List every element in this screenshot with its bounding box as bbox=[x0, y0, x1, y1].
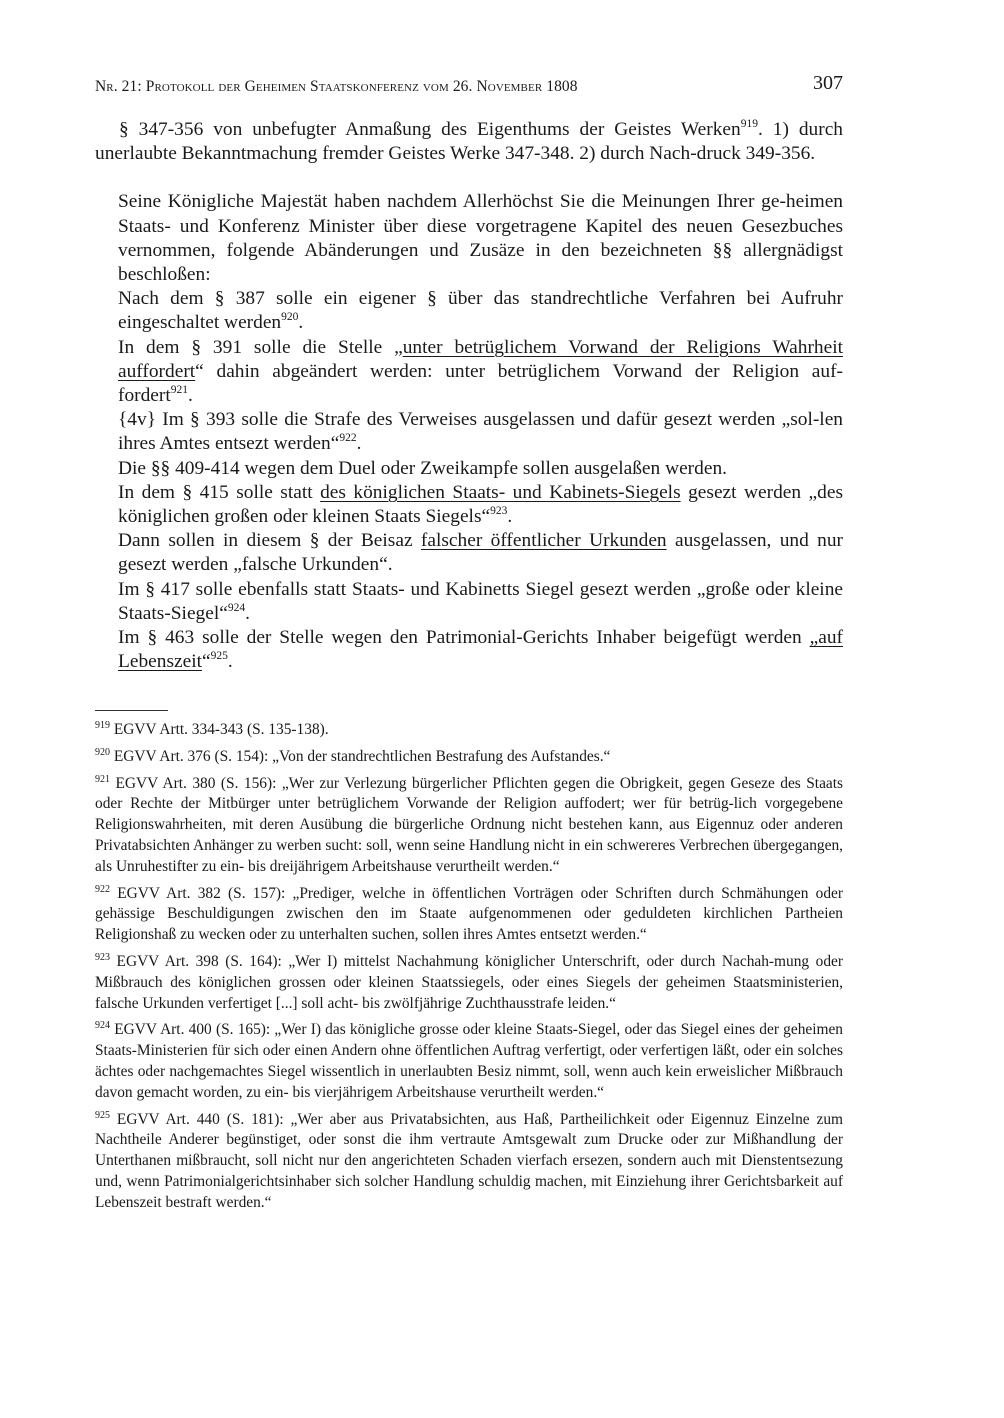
footnote-number: 922 bbox=[95, 883, 110, 895]
footnote-number: 920 bbox=[95, 746, 110, 758]
footnote-number: 924 bbox=[95, 1020, 110, 1032]
para-text: ausgelassen, und nur gesezt werden „falsche Urkunden“. bbox=[118, 530, 843, 576]
para-end: . bbox=[507, 506, 513, 528]
header-title: Nr. 21: Protokoll der Geheimen Staatskonferenz vom 26. November 1808 bbox=[95, 78, 578, 95]
para-text: gesezt werden „des königlichen großen oder kleinen Staats Siegels“ bbox=[118, 481, 844, 528]
footnote-ref[interactable]: 923 bbox=[490, 505, 508, 518]
protocol-paragraph bbox=[118, 408, 843, 456]
footnote-text: EGVV Art. 380 (S. 156): „Wer zur Verlezung bürgerlicher Pflichten gegen die Obrigkeit, gegen Geseze des Staats oder Rechte der Mitbürger unter betrüglichem Vorwande der Religion auffodert; wer für betrüg-lich vorgegebene Religionswahrheiten, mit deren Ausübung die bürgerliche Ordnung nicht bestehen kann, aus Eigennuz oder anderen Privatabsichten Anhänger zu werben sucht: soll, wenn seine Handlung nicht in ein schwereres Verbrechen übergegangen, als Unruhestifter zu ein- bis dreijährigem Arbeitshause verurtheilt werden.“ bbox=[95, 774, 843, 875]
main-text bbox=[95, 118, 843, 674]
footnote-ref[interactable]: 925 bbox=[210, 650, 228, 663]
footnote-text: EGVV Art. 376 (S. 154): „Von der standrechtlichen Bestrafung des Aufstandes.“ bbox=[113, 747, 611, 765]
para-end: . bbox=[356, 433, 362, 455]
para-text: “ dahin abgeändert werden: unter betrüglichem Vorwand der Religion auf-fordert bbox=[118, 360, 843, 407]
protocol-paragraph bbox=[118, 529, 843, 577]
footnote-number: 923 bbox=[95, 951, 110, 963]
para-text: In dem § 415 solle statt bbox=[118, 481, 321, 503]
running-header bbox=[95, 72, 843, 102]
footnote-text: EGVV Art. 382 (S. 157): „Prediger, welche in öffentlichen Vorträgen oder Schriften durch Schmähungen oder gehässige Beschuldigungen zwischen den im Staate aufgenommenen oder geduldeten kirchlichen Partheien Religionshaß zu wecken oder zu unterhalten suchen, sollen ihres Amtes entsetzt werden.“ bbox=[95, 884, 843, 944]
para-text: Im § 463 solle der Stelle wegen den Patrimonial-Gerichts Inhaber beigefügt werden bbox=[118, 627, 810, 649]
para-text: {4v} Im § 393 solle die Strafe des Verweises ausgelassen und dafür gesezt werden „sol-len ihres Amtes entsezt werden“ bbox=[118, 409, 843, 455]
para-end: . bbox=[188, 385, 193, 407]
footnote-separator bbox=[95, 710, 168, 711]
footnote-text: EGVV Art. 400 (S. 165): „Wer I) das königliche grosse oder kleine Staats-Siegel, oder das Siegel eines der geheimen Staats-Ministerien für sich oder einen Andern ohne öffentlichen Auftrag verfertigt, oder verfertigen läßt, oder ein solches ächtes oder nachgemachtes Siegel wissentlich in unerlaubten Besiz nimmt, soll, wenn auch kein erweislicher Mißbrauch davon gemacht worden, zu ein- bis vierjährigem Arbeitshause verurtheilt werden.“ bbox=[95, 1021, 843, 1101]
footnote-ref[interactable]: 920 bbox=[281, 311, 299, 324]
para-text: Im § 417 solle ebenfalls statt Staats- und Kabinetts Siegel gesezt werden „große oder kleine Staats-Siegel“ bbox=[118, 578, 843, 624]
footnote bbox=[95, 774, 843, 878]
protocol-paragraph: Die §§ 409-414 wegen dem Duel oder Zweikampfe sollen ausgelaßen werden. bbox=[118, 457, 727, 479]
para-end: . bbox=[245, 602, 250, 624]
protocol-paragraph bbox=[118, 481, 843, 529]
footnote bbox=[95, 1020, 843, 1103]
footnote bbox=[95, 884, 843, 946]
footnote-number: 919 bbox=[95, 720, 110, 731]
para-text: Dann sollen in diesem § der Beisaz bbox=[118, 530, 421, 552]
para-end: . bbox=[298, 312, 304, 334]
footnote bbox=[95, 747, 843, 768]
underlined-text: falscher öffentlicher Urkunden bbox=[420, 530, 667, 552]
footnote-text: EGVV Artt. 334-343 (S. 135-138). bbox=[113, 721, 329, 738]
footnote bbox=[95, 952, 843, 1014]
footnote-ref[interactable]: 919 bbox=[740, 118, 758, 130]
footnote-text: EGVV Art. 440 (S. 181): „Wer aber aus Privatabsichten, aus Haß, Partheilichkeit oder Eigennuz Einzelne zum Nachtheile Anderer begünstiget, oder sonst die ihm vertraute Amtsgewalt zum Drucke oder zur Mißhandlung der Unterthanen mißbraucht, soll nicht nur den angerichteten Schaden vierfach ersezen, sondern auch mit Dienstentsezung und, wenn Patrimonialgerichtsinhaber sich solcher Handlung schuldig machen, mit Einziehung ihrer Gerichtsbarkeit auf Lebenszeit bestraft werden.“ bbox=[95, 1110, 843, 1211]
intro-text: § 347-356 von unbefugter Anmaßung des Eigenthums der Geistes Werken bbox=[119, 119, 741, 140]
footnote-ref[interactable]: 924 bbox=[227, 601, 246, 614]
underlined-text: unter betrüglichem Vorwand der Religions Wahrheit auffordert bbox=[118, 336, 843, 382]
intro-paragraph bbox=[95, 118, 843, 166]
para-text: Nach dem § 387 solle ein eigener § über das standrechtliche Verfahren bei Aufruhr eingeschaltet werden bbox=[118, 288, 843, 334]
footnote-number: 925 bbox=[95, 1109, 110, 1121]
intro-text-cont: . 1) durch unerlaubte Bekanntmachung fremder Geistes Werke 347-348. 2) durch Nach-druck 349-356. bbox=[95, 119, 843, 165]
protocol-paragraph bbox=[118, 626, 843, 674]
page-number: 307 bbox=[813, 72, 843, 94]
underlined-text: „auf Lebenszeit bbox=[118, 627, 843, 673]
footnote-ref[interactable]: 922 bbox=[339, 432, 357, 445]
para-end: . bbox=[227, 651, 233, 673]
footnote-number: 921 bbox=[95, 773, 110, 785]
footnote bbox=[95, 720, 843, 741]
para-text: In dem § 391 solle die Stelle „ bbox=[118, 336, 403, 358]
paragraph-gap bbox=[95, 166, 843, 190]
protocol-paragraph: Seine Königliche Majestät haben nachdem Allerhöchst Sie die Meinungen Ihrer ge-heimen Staats- und Konferenz Minister über diese vorgetragene Kapitel des neuen Gesezbuches vernommen, folgende Abänderungen und Zusäze in den bezeichneten §§ allergnädigst beschloßen: bbox=[118, 191, 843, 286]
footnote-text: EGVV Art. 398 (S. 164): „Wer I) mittelst Nachahmung königlicher Unterschrift, oder durch Nachah-mung oder Mißbrauch des königlichen grossen oder kleinen Staatssiegels, oder eines Siegels der geheimen Staatsministerien, falsche Urkunden verfertiget [...] soll acht- bis zwölfjährige Zuchthausstrafe leiden.“ bbox=[95, 952, 843, 1012]
footnotes bbox=[95, 720, 843, 1220]
underlined-text: des königlichen Staats- und Kabinets-Siegels bbox=[320, 481, 681, 503]
footnote-ref[interactable]: 921 bbox=[170, 384, 189, 397]
footnote bbox=[95, 1110, 843, 1214]
protocol-paragraph bbox=[118, 578, 843, 626]
protocol-paragraph bbox=[118, 336, 843, 409]
para-text: “ bbox=[201, 651, 211, 673]
protocol-paragraph bbox=[118, 287, 843, 335]
